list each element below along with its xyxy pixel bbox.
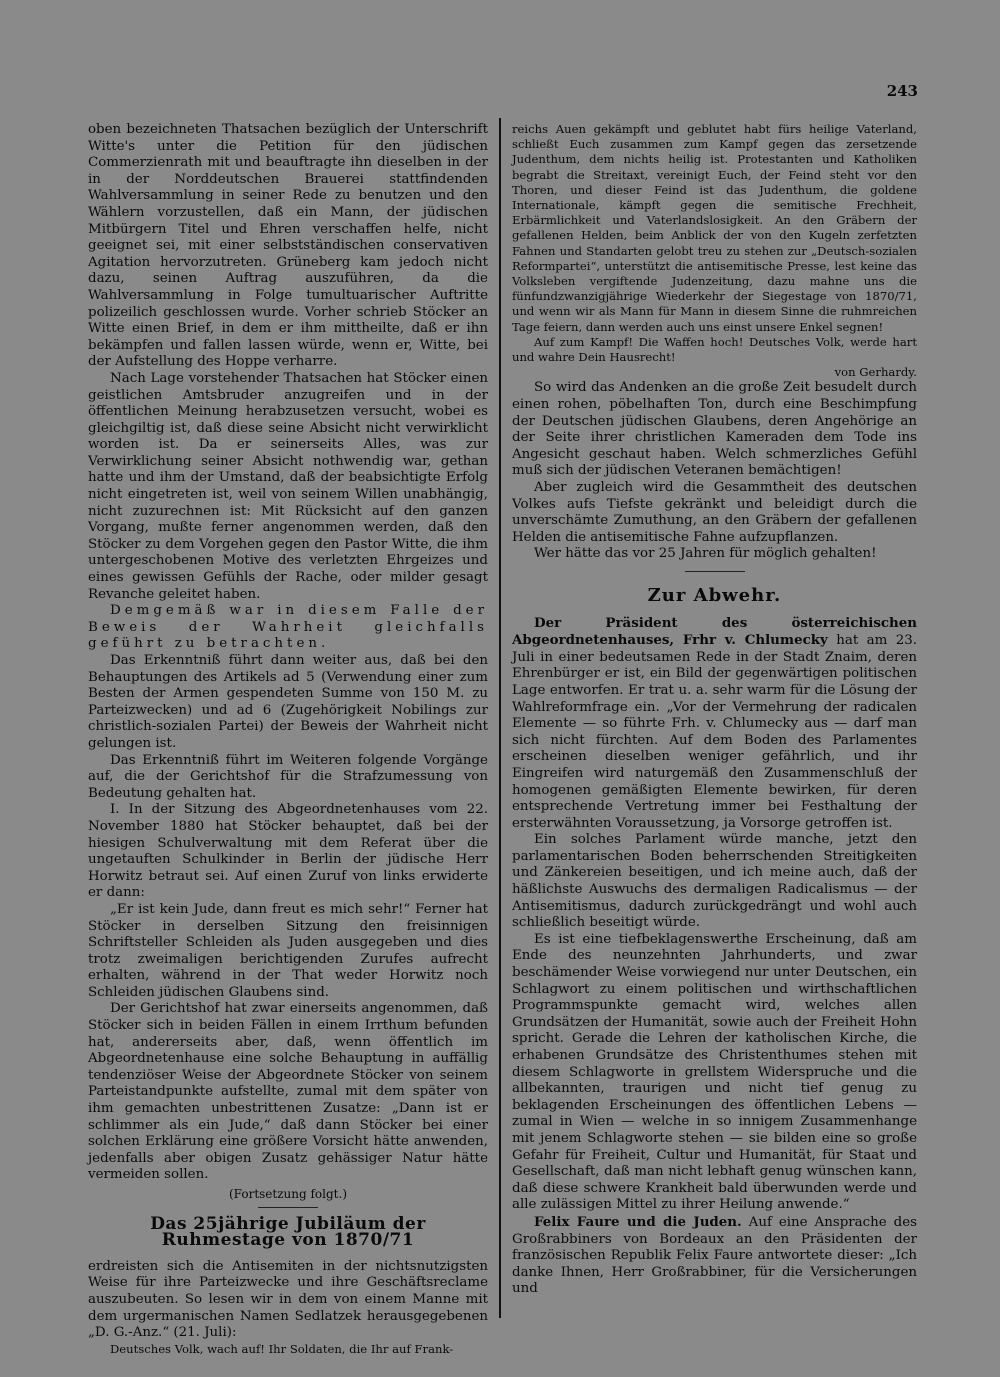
paragraph: Wer hätte das vor 25 Jahren für möglich gehalten! bbox=[534, 546, 877, 562]
left-column bbox=[88, 122, 488, 1357]
paragraph: erdreisten sich die Antisemiten in der nichtsnutzigsten Weise für ihre Parteizwecke und ihre Geschäftsreclame auszubeuten. So lesen wir in dem von einem Manne mit dem urgermanischen Namen Sedlatzek herausgegebenen „D. G.-Anz.“ (21. Juli): bbox=[88, 1258, 488, 1341]
paragraph: Aber zugleich wird die Gesammtheit des deutschen Volkes aufs Tiefste gekränkt und beleidigt durch die unverschämte Zumuthung, an den Gräbern der gefallenen Helden die antisemitische Fahne aufzupflanzen. bbox=[512, 480, 917, 545]
continuation-note: (Fortsetzung folgt.) bbox=[229, 1187, 347, 1201]
paragraph: Auf eine Ansprache des Großrabbiners von Bordeaux an den Präsidenten der französischen Republik Felix Faure antwortete dieser: „Ich danke Ihnen, Herr Großrabbiner, für die Versicherungen und bbox=[512, 1214, 917, 1297]
right-column bbox=[512, 122, 917, 1298]
paragraph: hat am 23. Juli in einer bedeutsamen Rede in der Stadt Znaim, deren Ehrenbürger er ist, ein Bild der gegenwärtigen politischen Lage entworfen. Er trat u. a. sehr warm für die Lösung der Wahlreformfrage ein. „Vor der Vermehrung der radicalen Elemente — so führte Frh. v. Chlumecky aus — darf man sich nicht fürchten. Auf dem Boden des Parlamentes erscheinen dieselben weniger gefährlich, und ihr Eingreifen wird naturgemäß den Zusammenschluß der homogenen gemäßigten Elemente bewirken, für deren entsprechende Vertretung immer bei Festhaltung der ersterwähnten Voraussetzung, ja Vorsorge getroffen ist. bbox=[512, 633, 917, 831]
paragraph: „Er ist kein Jude, dann freut es mich sehr!“ Ferner hat Stöcker in derselben Sitzung den freisinnigen Schriftsteller Schleiden als Juden ausgegeben und dies trotz zweimaligen berichtigenden Zurufes aufrecht erhalten, während in der That weder Horwitz noch Schleiden jüdischen Glaubens sind. bbox=[88, 901, 488, 1000]
article-title: Das 25jährige Jubiläum der Ruhmestage von 1870/71 bbox=[150, 1213, 426, 1251]
paragraph: Das Erkenntniß führt im Weiteren folgende Vorgänge auf, die der Gerichtshof für die Strafzumessung von Bedeutung gehalten hat. bbox=[88, 752, 488, 801]
page-number: 243 bbox=[886, 82, 918, 100]
paragraph: Nach Lage vorstehender Thatsachen hat Stöcker einen geistlichen Amtsbruder anzugreifen und in der öffentlichen Meinung herabzusetzen versucht, wobei es gleichgiltig ist, daß diese seine Absicht nicht verwirklicht worden ist. Da er seinerseits Alles, was zur Verwirklichung seiner Absicht nothwendig war, gethan hatte und ihm der Umstand, daß der beabsichtigte Erfolg nicht eingetreten ist, weil von seinem Willen unabhängig, nicht zuzurechnen ist: Mit Rücksicht auf den ganzen Vorgang, mußte ferner angenommen werden, daß den Stöcker zu dem Vorgehen gegen den Pastor Witte, die ihm untergeschobenen Motive des verletzten Ehrgeizes und eines gewissen Gefühls der Rache, oder milder gesagt Revanche geleitet haben. bbox=[88, 370, 488, 602]
faure-lead: Felix Faure und die Juden. bbox=[534, 1213, 742, 1230]
quote-text: Deutsches Volk, wach auf! Ihr Soldaten, die Ihr auf Frank- bbox=[110, 1341, 454, 1356]
column-divider bbox=[499, 118, 501, 1318]
paragraph: So wird das Andenken an die große Zeit besudelt durch einen rohen, pöbelhaften Ton, durch eine Beschimpfung der Deutschen jüdischen Glaubens, deren Angehörige an der Seite ihrer christlichen Kameraden dem Tode ins Angesicht geschaut haben. Welch schmerzliches Gefühl muß sich der jüdischen Veteranen bemächtigen! bbox=[512, 380, 917, 479]
paragraph: Das Erkenntniß führt dann weiter aus, daß bei den Behauptungen des Artikels ad 5 (Verwendung einer zum Besten der Armen gespendeten Summe von 150 M. zu Parteizwecken) und ad 6 (Zugehörigkeit Nobilings zur christlich-sozialen Partei) der Beweis der Wahrheit nicht gelungen ist. bbox=[88, 653, 488, 751]
divider bbox=[258, 1207, 318, 1208]
defense-lead: Der Präsident des österreichischen Abgeordnetenhauses, Frhr v. Chlumecky bbox=[512, 614, 917, 649]
quote-signature: von Gerhardy. bbox=[834, 365, 917, 380]
paragraph: oben bezeichneten Thatsachen bezüglich der Unterschrift Witte's unter die Petition für den jüdischen Commerzienrath mit und beauftragte ihn dieselben in der in der Norddeutschen Brauerei stattfindenden Wahlversammlung in seiner Rede zu benutzen und den Wählern vorzustellen, daß ein Mann, der jüdischen Mitbürgern Titel und Ehren verschaffen helfe, nicht geeignet sei, mit einer selbstständischen conservativen Agitation hervorzutreten. Grüneberg kam jedoch nicht dazu, seinen Auftrag auszuführen, da die Wahlversammlung in Folge tumultuarischer Auftritte polizeilich geschlossen wurde. Vorher schrieb Stöcker an Witte einen Brief, in dem er ihm mittheilte, daß er ihn bekämpfen und fallen lassen würde, wenn er, Witte, bei der Aufstellung des Hoppe verharre. bbox=[88, 122, 488, 370]
paragraph: I. In der Sitzung des Abgeordnetenhauses vom 22. November 1880 hat Stöcker behauptet, daß bei der hiesigen Schulverwaltung mit dem Referat über die ungetauften Schulkinder in Berlin der jüdische Herr Horwitz betraut sei. Auf einen Zuruf von links erwiderte er dann: bbox=[88, 802, 488, 901]
quote-text: reichs Auen gekämpft und geblutet habt fürs heilige Vaterland, schließt Euch zusammen zum Kampf gegen das zersetzende Judenthum, dem nichts heilig ist. Protestanten und Katholiken begrabt die Streitaxt, vereinigt Euch, der Feind steht vor den Thoren, und dieser Feind ist das Judenthum, die goldene Internationale, kämpft gegen die semitische Frechheit, Erbärmlichkeit und Vaterlandslosigkeit. An den Gräbern der gefallenen Helden, beim Anblick der von den Kugeln zerfetzten Fahnen und Standarten gelobt treu zu stehen zur „Deutsch-sozialen Reformpartei“, unterstützt die antisemitische Presse, lest keine das Volksleben vergiftende Judenzeitung, dazu mahne uns die fünfundzwanzigjährige Wiederkehr der Siegestage von 1870/71, und wenn wir als Mann für Mann in diesem Sinne die ruhmreichen Tage feiern, dann werden auch uns einst unsere Enkel segnen! bbox=[512, 122, 917, 334]
divider bbox=[685, 571, 745, 572]
paragraph: Ein solches Parlament würde manche, jetzt den parlamentarischen Boden beherrschenden Streitigkeiten und Zänkereien beseitigen, und ich meine auch, daß der häßlichste Auswuchs des dermaligen Radicalismus — der Antisemitismus, dadurch zurückgedrängt und wohl auch schließlich beseitigt würde. bbox=[512, 832, 917, 931]
paragraph: Der Gerichtshof hat zwar einerseits angenommen, daß Stöcker sich in beiden Fällen in einem Irrthum befunden hat, andererseits aber, daß, wenn öffentlich im Abgeordnetenhause eine solche Behauptung in auffällig tendenziöser Weise der Abgeordnete Stöcker von seinem Parteistandpunkte aufstellte, zumal mit dem später von ihm gemachten unbestrittenen Zusatze: „Dann ist er schlimmer als ein Jude,“ daß dann Stöcker bei einer solchen Erklärung eine größere Vorsicht hätte anwenden, jedenfalls aber obigen Zusatz gehässiger Natur hätte vermeiden sollen. bbox=[88, 1001, 488, 1183]
quote-text: Auf zum Kampf! Die Waffen hoch! Deutsches Volk, werde hart und wahre Dein Hausrecht! bbox=[512, 334, 917, 365]
section-title: Zur Abwehr. bbox=[647, 584, 782, 606]
paragraph: Es ist eine tiefbeklagenswerthe Erscheinung, daß am Ende des neunzehnten Jahrhunderts, und zwar beschämender Weise vorwiegend nur unter Deutschen, ein Schlagwort zu einem politischen und wirthschaftlichen Programmspunkte gemacht wird, welches allen Grundsätzen der Humanität, sowie auch der Freiheit Hohn spricht. Gerade die Lehren der katholischen Kirche, die erhabenen Grundsätze des Christenthumes stehen mit diesem Schlagworte in grellstem Widerspruche und die allbekannten, traurigen und nicht tief genug zu beklagenden Erscheinungen des öffentlichen Lebens — zumal in Wien — welche in so innigem Zusammenhange mit jenem Schlagworte stehen — sie bilden eine so große Gefahr für Freiheit, Cultur und Humanität, für Staat und Gesellschaft, daß man nicht lebhaft genug wünschen kann, daß diese schwere Krankheit bald überwunden werde und alle zulässigen Mittel zu ihrer Heilung anwende.“ bbox=[512, 931, 917, 1213]
paragraph: Demgemäß war in diesem Falle der Beweis der Wahrheit gleichfalls geführt zu betrachten. bbox=[88, 603, 488, 652]
